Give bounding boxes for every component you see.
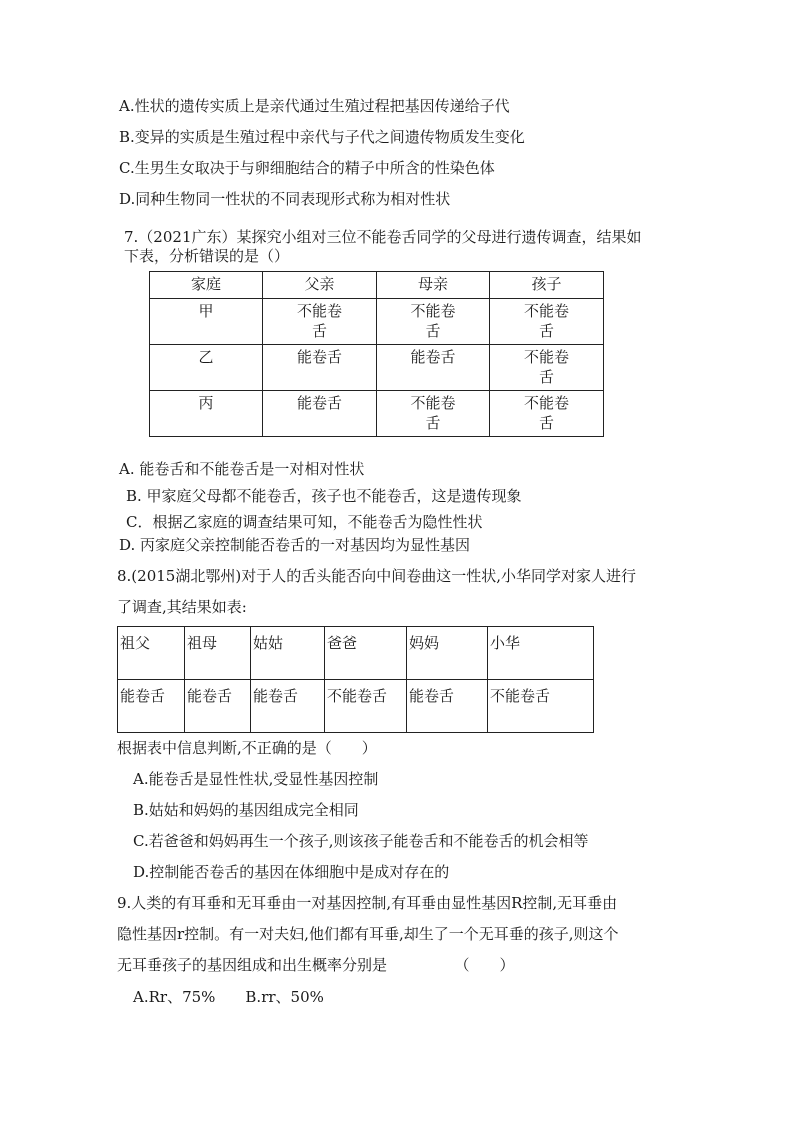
q8-option-c: C.若爸爸和妈妈再生一个孩子,则该孩子能卷舌和不能卷舌的机会相等 — [133, 832, 589, 850]
q6-option-b: B.变异的实质是生殖过程中亲代与子代之间遗传物质发生变化 — [119, 128, 525, 146]
q7-option-b: B. 甲家庭父母都不能卷舌，孩子也不能卷舌，这是遗传现象 — [126, 487, 522, 505]
q7-cell-text: 不能卷舌 — [523, 348, 569, 386]
q7-cell: 能卷舌 — [263, 345, 377, 391]
q7-table-header-row — [150, 272, 604, 299]
q7-header-cell: 父亲 — [263, 272, 377, 299]
q8-value-cell: 不能卷舌 — [325, 680, 407, 733]
q8-value-cell: 不能卷舌 — [488, 680, 594, 733]
q8-stem-line2: 了调查,其结果如表: — [117, 598, 247, 616]
q7-cell-text: 不能卷舌 — [523, 394, 569, 432]
q9-stem-line2: 隐性基因r控制。有一对夫妇,他们都有耳垂,却生了一个无耳垂的孩子,则这个 — [117, 925, 619, 943]
q8-header-cell: 妈妈 — [407, 627, 488, 680]
q7-cell: 乙 — [150, 345, 263, 391]
q7-cell: 甲 — [150, 299, 263, 345]
q7-table-row — [150, 345, 604, 391]
q7-cell — [377, 299, 490, 345]
q7-option-a: A. 能卷舌和不能卷舌是一对相对性状 — [119, 460, 365, 478]
q7-header-cell: 孩子 — [490, 272, 604, 299]
q7-stem-line2: 下表，分析错误的是（） — [124, 247, 290, 265]
q8-stem-line1: 8.(2015湖北鄂州)对于人的舌头能否向中间卷曲这一性状,小华同学对家人进行 — [117, 567, 636, 585]
q7-cell: 能卷舌 — [263, 391, 377, 437]
q8-value-cell: 能卷舌 — [118, 680, 185, 733]
q8-value-cell: 能卷舌 — [185, 680, 251, 733]
q8-question: 根据表中信息判断,不正确的是（ ） — [117, 739, 377, 757]
q6-option-a: A.性状的遗传实质上是亲代通过生殖过程把基因传递给子代 — [119, 97, 510, 115]
q7-table-row — [150, 299, 604, 345]
q7-stem-line1: 7.（2021广东）某探究小组对三位不能卷舌同学的父母进行遗传调查，结果如 — [124, 228, 642, 246]
q9-options: A.Rr、75% B.rr、50% — [133, 988, 324, 1006]
q8-header-cell: 小华 — [488, 627, 594, 680]
q8-table — [117, 626, 594, 733]
q7-cell — [377, 391, 490, 437]
q7-cell — [490, 345, 604, 391]
q7-cell-text: 不能卷舌 — [523, 302, 569, 340]
q6-option-d: D.同种生物同一性状的不同表现形式称为相对性状 — [119, 190, 451, 208]
q8-header-cell: 祖母 — [185, 627, 251, 680]
q7-cell — [490, 299, 604, 345]
q8-option-a: A.能卷舌是显性性状,受显性基因控制 — [133, 770, 379, 788]
q8-header-cell: 爸爸 — [325, 627, 407, 680]
q7-header-cell: 母亲 — [377, 272, 490, 299]
q7-cell-text: 不能卷舌 — [410, 394, 456, 432]
q6-option-c: C.生男生女取决于与卵细胞结合的精子中所含的性染色体 — [119, 159, 495, 177]
q9-stem-line3: 无耳垂孩子的基因组成和出生概率分别是 （ ） — [117, 956, 515, 974]
q8-table-header-row — [118, 627, 594, 680]
q8-value-cell: 能卷舌 — [407, 680, 488, 733]
q7-cell — [490, 391, 604, 437]
q8-table-value-row — [118, 680, 594, 733]
q7-option-d: D. 丙家庭父亲控制能否卷舌的一对基因均为显性基因 — [119, 536, 471, 554]
q7-table — [149, 271, 604, 437]
q8-value-cell: 能卷舌 — [251, 680, 325, 733]
q8-option-b: B.姑姑和妈妈的基因组成完全相同 — [133, 801, 359, 819]
q7-cell: 能卷舌 — [377, 345, 490, 391]
q8-option-d: D.控制能否卷舌的基因在体细胞中是成对存在的 — [133, 863, 450, 881]
q7-table-row — [150, 391, 604, 437]
q8-header-cell: 姑姑 — [251, 627, 325, 680]
q7-cell: 丙 — [150, 391, 263, 437]
q9-stem-line1: 9.人类的有耳垂和无耳垂由一对基因控制,有耳垂由显性基因R控制,无耳垂由 — [117, 894, 618, 912]
q7-cell-text: 不能卷舌 — [410, 302, 456, 340]
q7-option-c: C．根据乙家庭的调查结果可知，不能卷舌为隐性性状 — [126, 513, 483, 531]
q7-cell — [263, 299, 377, 345]
q8-header-cell: 祖父 — [118, 627, 185, 680]
q7-cell-text: 不能卷舌 — [296, 302, 342, 340]
q7-header-cell: 家庭 — [150, 272, 263, 299]
